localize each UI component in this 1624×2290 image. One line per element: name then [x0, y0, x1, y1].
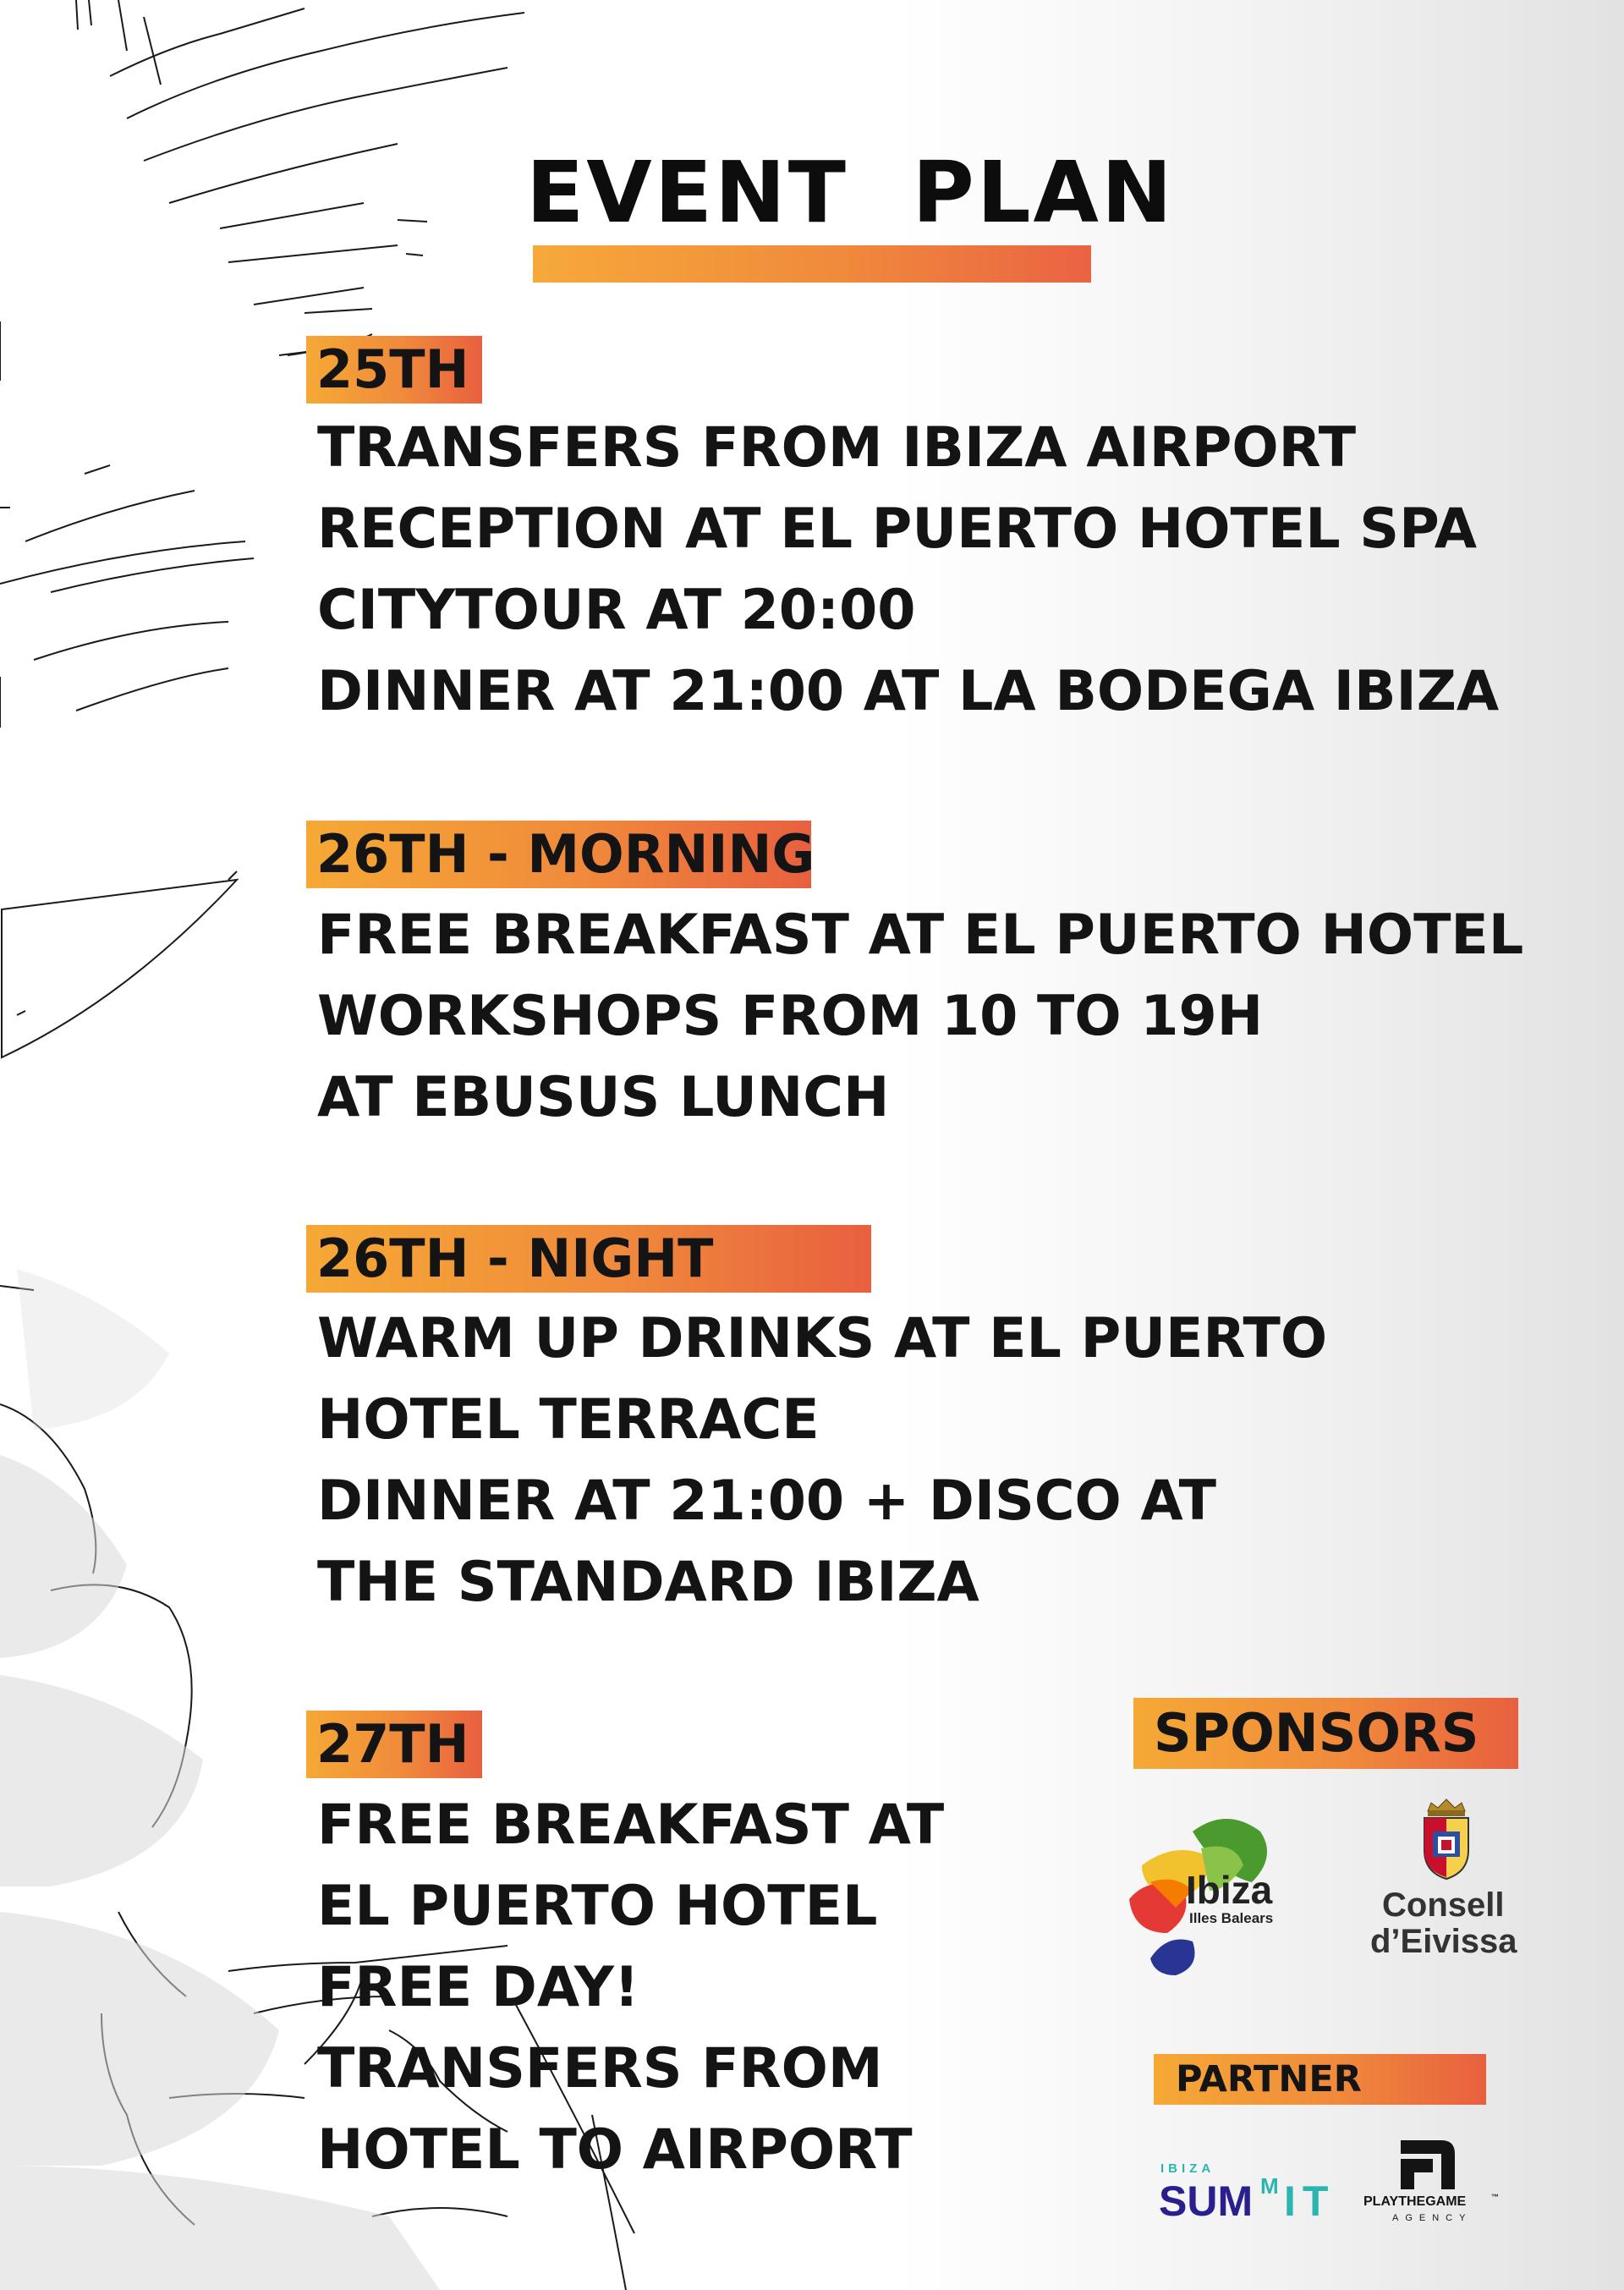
sponsors-label: SPONSORS	[1133, 1698, 1518, 1769]
title-underline-bar	[533, 245, 1091, 283]
list-item: RECEPTION AT EL PUERTO HOTEL SPA	[317, 497, 1478, 561]
list-item: DINNER AT 21:00 AT LA BODEGA IBIZA	[317, 660, 1500, 723]
list-item: AT EBUSUS LUNCH	[317, 1066, 890, 1129]
partner-label: PARTNER	[1154, 2054, 1486, 2105]
section-list-26th-night	[317, 1299, 1327, 1623]
playthegame-logo-sub: AGENCY	[1392, 2213, 1473, 2223]
page-title: EVENT PLAN	[526, 143, 1175, 242]
list-item: DINNER AT 21:00 + DISCO AT	[317, 1469, 1217, 1533]
ibiza-logo-name: Ibiza	[1186, 1868, 1273, 1912]
section-list-26th-morning	[317, 895, 1523, 1139]
list-item: THE STANDARD IBIZA	[317, 1551, 979, 1614]
consell-logo-line2: d’Eivissa	[1370, 1923, 1517, 1960]
list-item: TRANSFERS FROM	[317, 2037, 883, 2101]
playthegame-logo-name: PLAYTHEGAME	[1363, 2194, 1467, 2209]
list-item: FREE BREAKFAST AT	[317, 1793, 945, 1857]
list-item: FREE BREAKFAST AT EL PUERTO HOTEL	[317, 903, 1524, 967]
list-item: TRANSFERS FROM IBIZA AIRPORT	[317, 416, 1357, 480]
list-item: FREE DAY!	[317, 1956, 639, 2019]
consell-logo-line1: Consell	[1382, 1886, 1505, 1924]
list-item: HOTEL TO AIRPORT	[317, 2118, 913, 2182]
section-list-25th	[317, 408, 1499, 733]
list-item: WARM UP DRINKS AT EL PUERTO	[317, 1307, 1328, 1370]
section-tag-26th-night: 26TH - NIGHT	[306, 1225, 871, 1293]
playthegame-agency-logo	[1362, 2139, 1506, 2232]
ibiza-summit-logo	[1159, 2161, 1362, 2229]
playthegame-logo-tm: ™	[1491, 2193, 1499, 2201]
section-tag-26th-morning: 26TH - MORNING	[306, 821, 811, 888]
playthegame-mark-icon	[1399, 2139, 1458, 2191]
list-item: CITYTOUR AT 20:00	[317, 579, 916, 642]
section-tag-25th: 25TH	[306, 336, 482, 404]
coat-of-arms-icon	[1413, 1798, 1480, 1882]
ibiza-logo-subtitle: Illes Balears	[1189, 1910, 1274, 1926]
section-tag-27th: 27TH	[306, 1711, 482, 1778]
summit-logo-main-right: IT	[1284, 2177, 1336, 2225]
summit-logo-main-left: SUM	[1159, 2177, 1254, 2225]
summit-logo-top: IBIZA	[1160, 2161, 1215, 2176]
ibiza-illes-balears-logo	[1125, 1806, 1294, 1975]
list-item: WORKSHOPS FROM 10 TO 19H	[317, 985, 1264, 1048]
summit-logo-small: M	[1260, 2173, 1279, 2199]
consell-eivissa-logo	[1362, 1798, 1531, 1967]
list-item: EL PUERTO HOTEL	[317, 1875, 878, 1938]
section-list-27th	[317, 1785, 944, 2191]
list-item: HOTEL TERRACE	[317, 1388, 820, 1452]
